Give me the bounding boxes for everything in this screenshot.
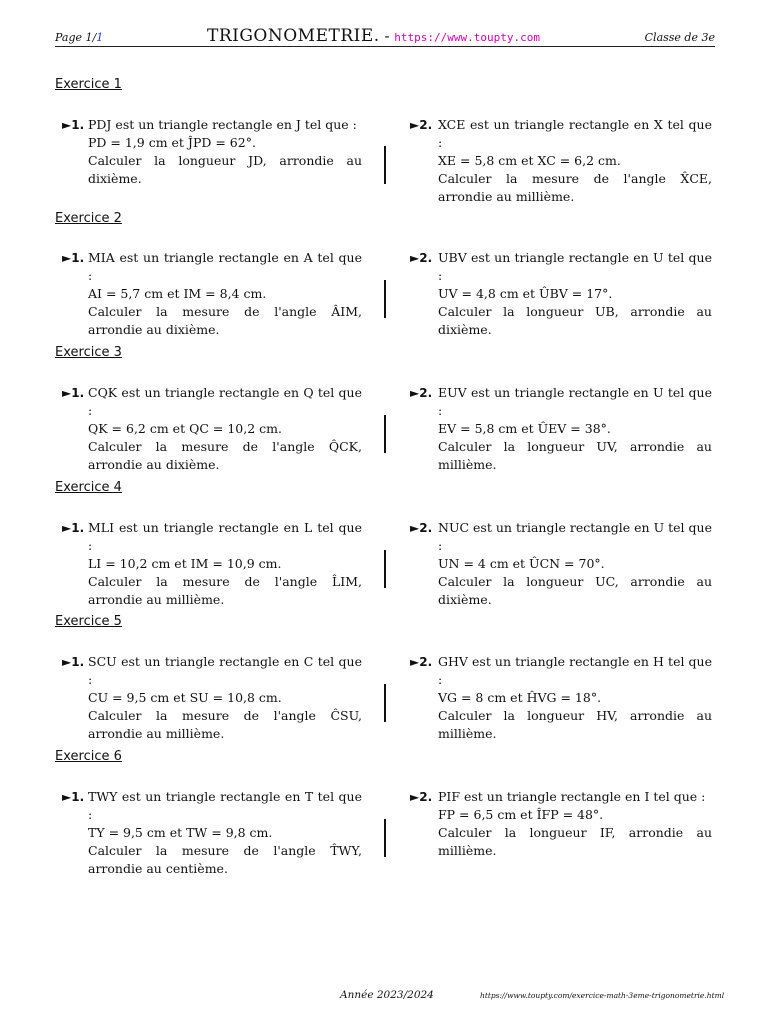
question-data: EV = 5,8 cm et ÛEV = 38°.	[438, 421, 611, 436]
question-2	[438, 519, 712, 609]
question-task: Calculer la longueur UC, arrondie au dixième.	[438, 574, 712, 607]
page-total-link[interactable]: 1	[96, 31, 104, 44]
question-task: Calculer la mesure de l'angle ĈSU, arrondie au millième.	[88, 708, 362, 741]
exercise-title: Exercice 5	[55, 614, 122, 629]
question-data: QK = 6,2 cm et QC = 10,2 cm.	[88, 421, 282, 436]
question-marker: ►1.	[62, 790, 85, 804]
exercise-title: Exercice 6	[55, 749, 122, 764]
exercise-title: Exercice 4	[55, 480, 122, 495]
question-task: Calculer la longueur HV, arrondie au millième.	[438, 708, 712, 741]
question-statement: SCU est un triangle rectangle en C tel que :	[88, 654, 362, 687]
question-task: Calculer la longueur JD, arrondie au dixième.	[88, 153, 362, 186]
question-marker: ►1.	[62, 655, 85, 669]
question-data: UN = 4 cm et ÛCN = 70°.	[438, 556, 605, 571]
question-data: PD = 1,9 cm et ĴPD = 62°.	[88, 135, 256, 150]
question-data: AI = 5,7 cm et IM = 8,4 cm.	[88, 286, 267, 301]
question-1	[88, 653, 362, 743]
question-marker: ►1.	[62, 118, 85, 132]
question-1	[88, 519, 362, 609]
question-data: CU = 9,5 cm et SU = 10,8 cm.	[88, 690, 282, 705]
question-data: XE = 5,8 cm et XC = 6,2 cm.	[438, 153, 621, 168]
question-2	[438, 653, 712, 743]
page-number	[55, 31, 103, 44]
column-divider	[384, 415, 386, 453]
exercise-title: Exercice 1	[55, 77, 122, 92]
question-statement: UBV est un triangle rectangle en U tel que :	[438, 250, 712, 283]
title-separator: -	[379, 27, 395, 45]
question-task: Calculer la mesure de l'angle T̂WY, arrondie au centième.	[88, 843, 362, 876]
column-divider	[384, 684, 386, 722]
column-divider	[384, 550, 386, 588]
question-task: Calculer la longueur UB, arrondie au dixième.	[438, 304, 712, 337]
question-statement: GHV est un triangle rectangle en H tel que :	[438, 654, 712, 687]
footer-url-link[interactable]: https://www.toupty.com/exercice-math-3eme-trigonometrie.html	[480, 991, 725, 1000]
column-divider	[384, 280, 386, 318]
question-marker: ►2.	[410, 251, 433, 265]
question-1	[88, 384, 362, 474]
question-marker: ►1.	[62, 251, 85, 265]
column-divider	[384, 146, 386, 184]
question-data: LI = 10,2 cm et IM = 10,9 cm.	[88, 556, 282, 571]
column-divider	[384, 819, 386, 857]
question-marker: ►2.	[410, 118, 433, 132]
question-task: Calculer la longueur IF, arrondie au millième.	[438, 825, 712, 858]
question-task: Calculer la mesure de l'angle X̂CE, arrondie au millième.	[438, 171, 712, 204]
question-2	[438, 116, 712, 206]
question-data: UV = 4,8 cm et ÛBV = 17°.	[438, 286, 613, 301]
question-marker: ►2.	[410, 790, 433, 804]
question-marker: ►1.	[62, 521, 85, 535]
page-header	[55, 28, 715, 47]
footer-year: Année 2023/2024	[340, 989, 434, 1001]
question-data: TY = 9,5 cm et TW = 9,8 cm.	[88, 825, 273, 840]
question-2	[438, 249, 712, 339]
question-task: Calculer la longueur UV, arrondie au millième.	[438, 439, 712, 472]
question-2	[438, 384, 712, 474]
question-statement: EUV est un triangle rectangle en U tel que :	[438, 385, 712, 418]
question-marker: ►2.	[410, 521, 433, 535]
exercise-title: Exercice 3	[55, 345, 122, 360]
question-statement: PIF est un triangle rectangle en I tel que :	[438, 789, 706, 804]
question-statement: TWY est un triangle rectangle en T tel que :	[88, 789, 362, 822]
question-marker: ►1.	[62, 386, 85, 400]
question-data: FP = 6,5 cm et ÎFP = 48°.	[438, 807, 604, 822]
question-statement: MIA est un triangle rectangle en A tel que :	[88, 250, 362, 283]
question-2	[438, 788, 712, 860]
question-data: VG = 8 cm et ĤVG = 18°.	[438, 690, 602, 705]
question-statement: XCE est un triangle rectangle en X tel que :	[438, 117, 712, 150]
question-1	[88, 116, 362, 188]
question-task: Calculer la mesure de l'angle Q̂CK, arrondie au dixième.	[88, 439, 362, 472]
header-url-link[interactable]: https://www.toupty.com	[394, 31, 540, 44]
question-statement: MLI est un triangle rectangle en L tel que :	[88, 520, 362, 553]
question-1	[88, 788, 362, 878]
header-title-group	[207, 26, 540, 46]
question-task: Calculer la mesure de l'angle ÂIM, arrondie au dixième.	[88, 304, 362, 337]
exercise-title: Exercice 2	[55, 211, 122, 226]
page-label: Page 1/	[55, 31, 97, 44]
class-label: Classe de 3e	[644, 31, 715, 44]
question-marker: ►2.	[410, 386, 433, 400]
question-marker: ►2.	[410, 655, 433, 669]
question-1	[88, 249, 362, 339]
question-statement: NUC est un triangle rectangle en U tel que :	[438, 520, 712, 553]
question-statement: PDJ est un triangle rectangle en J tel que :	[88, 117, 357, 132]
question-task: Calculer la mesure de l'angle L̂IM, arrondie au millième.	[88, 574, 362, 607]
document-title: TRIGONOMETRIE.	[207, 26, 380, 46]
question-statement: CQK est un triangle rectangle en Q tel que :	[88, 385, 362, 418]
